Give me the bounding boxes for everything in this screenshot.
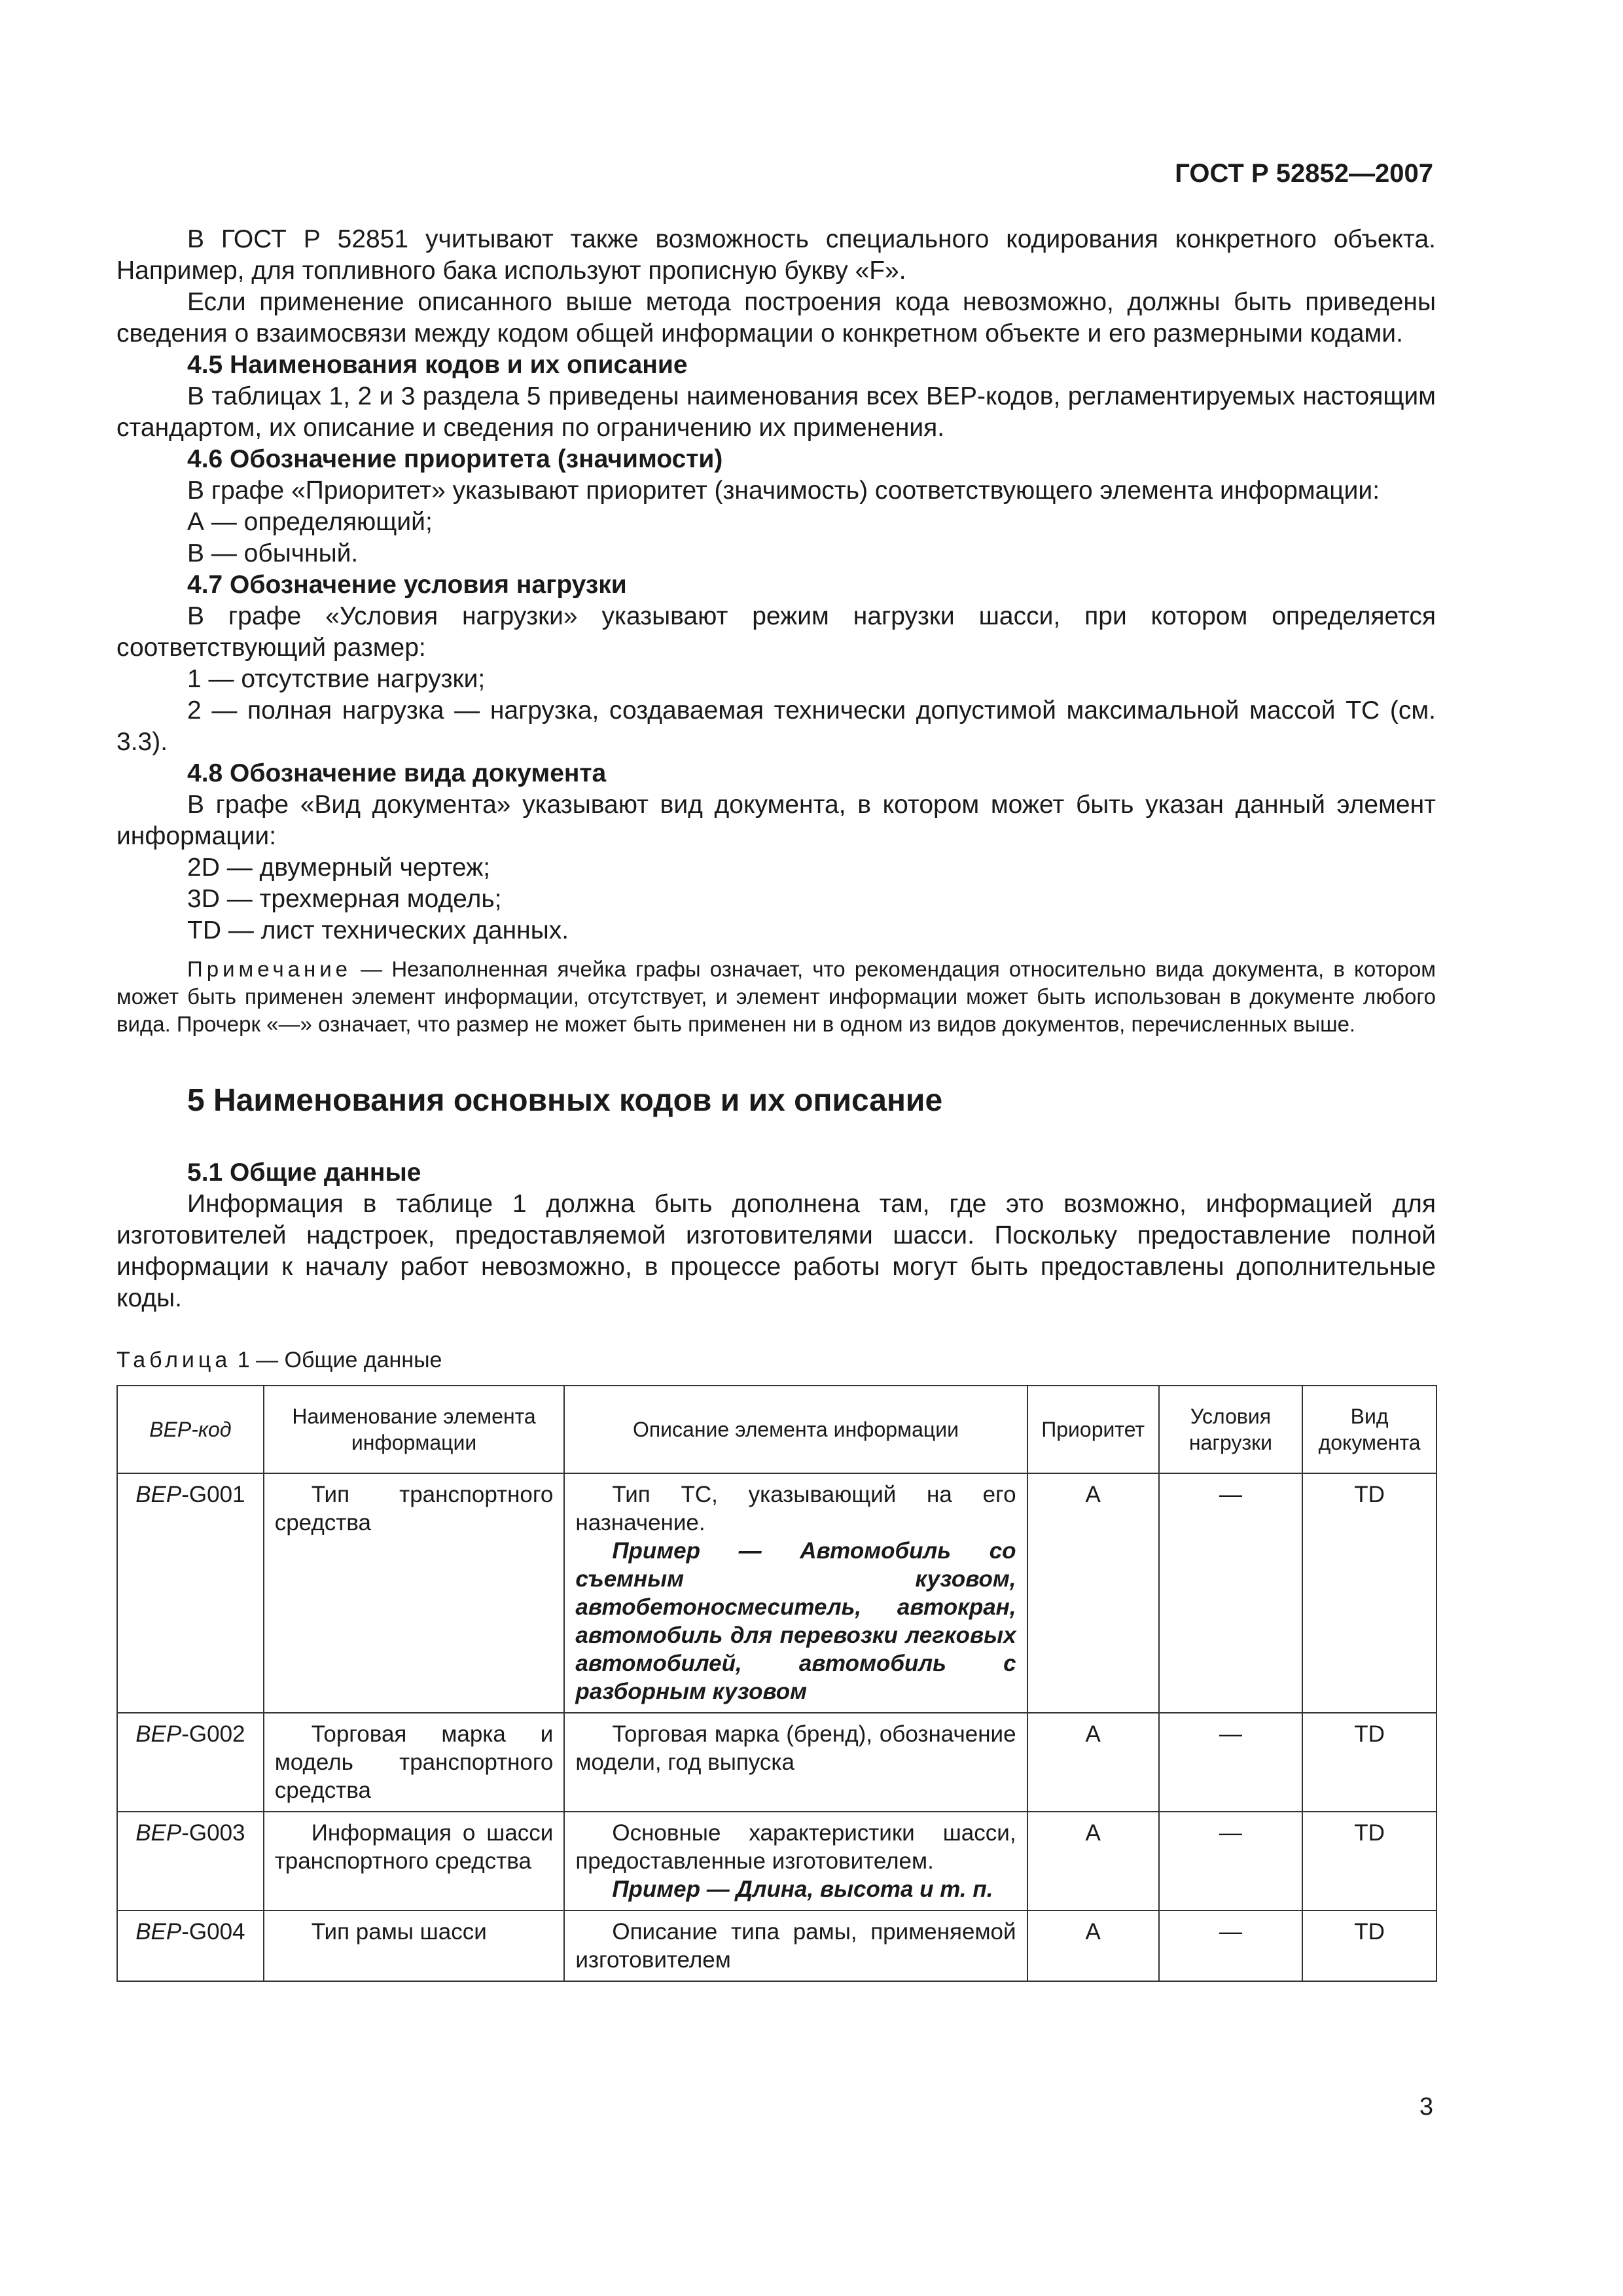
table-row	[117, 1713, 1436, 1812]
section-heading-4-8: 4.8 Обозначение вида документа	[187, 759, 607, 787]
page-body	[116, 224, 1436, 1982]
column-header-load-conditions: Условия нагрузки	[1159, 1386, 1302, 1473]
cell-name: Торговая марка и модель транспортного средства	[264, 1713, 565, 1812]
document-id-header: ГОСТ Р 52852—2007	[1175, 159, 1433, 188]
paragraph: Если применение описанного выше метода построения кода невозможно, должны быть приведены сведения о взаимосвязи между кодом общей информации о конкретном объекте и его размерными кодами.	[116, 288, 1436, 348]
cell-code: BEP-G001	[117, 1473, 264, 1713]
cell-load: —	[1159, 1812, 1302, 1910]
section-heading-5-1: 5.1 Общие данные	[187, 1158, 421, 1187]
cell-code: BEP-G004	[117, 1910, 264, 1981]
column-header-description: Описание элемента информации	[564, 1386, 1027, 1473]
cell-name: Тип транспортного средства	[264, 1473, 565, 1713]
cell-priority: А	[1027, 1910, 1159, 1981]
note-text: — Незаполненная ячейка графы означает, что рекомендация относительно вида документа, в котором может быть применен элемент информации, отсутствует, и элемент информации может быть использован в документе любого вида. Прочерк «—» означает, что размер не может быть применен ни в одном из видов документов, перечисленных выше.	[116, 957, 1436, 1036]
cell-priority: А	[1027, 1812, 1159, 1910]
list-item: 3D — трехмерная модель;	[187, 885, 502, 913]
column-header-document-type: Вид документа	[1302, 1386, 1436, 1473]
cell-doc: TD	[1302, 1812, 1436, 1910]
cell-load: —	[1159, 1713, 1302, 1812]
cell-load: —	[1159, 1910, 1302, 1981]
paragraph: В графе «Приоритет» указывают приоритет (значимость) соответствующего элемента информации:	[187, 476, 1380, 505]
list-item: 2 — полная нагрузка — нагрузка, создаваемая технически допустимой максимальной массой ТС (см. 3.3).	[116, 696, 1436, 756]
note	[116, 956, 1436, 1038]
cell-priority: А	[1027, 1473, 1159, 1713]
table-caption	[116, 1346, 1436, 1374]
list-item: А — определяющий;	[187, 508, 433, 536]
table-caption-title: 1 — Общие данные	[231, 1348, 442, 1372]
cell-name: Информация о шасси транспортного средства	[264, 1812, 565, 1910]
cell-doc: TD	[1302, 1473, 1436, 1713]
section-heading-4-7: 4.7 Обозначение условия нагрузки	[187, 571, 627, 599]
cell-load: —	[1159, 1473, 1302, 1713]
page-number: 3	[1419, 2093, 1433, 2121]
table-row	[117, 1473, 1436, 1713]
cell-code: BEP-G003	[117, 1812, 264, 1910]
table-header-row	[117, 1386, 1436, 1473]
paragraph: В таблицах 1, 2 и 3 раздела 5 приведены наименования всех BEP-кодов, регламентируемых настоящим стандартом, их описание и сведения по ограничению их применения.	[116, 382, 1436, 442]
list-item: 2D — двумерный чертеж;	[187, 853, 491, 882]
column-header-priority: Приоритет	[1027, 1386, 1159, 1473]
column-header-code: BEP-код	[117, 1386, 264, 1473]
section-heading-4-6: 4.6 Обозначение приоритета (значимости)	[187, 445, 723, 473]
paragraph: В ГОСТ Р 52851 учитывают также возможность специального кодирования конкретного объекта. Например, для топливного бака используют прописную букву «F».	[116, 225, 1436, 285]
cell-description: Описание типа рамы, применяемой изготовителем	[564, 1910, 1027, 1981]
cell-description: Торговая марка (бренд), обозначение модели, год выпуска	[564, 1713, 1027, 1812]
column-header-name: Наименование элемента информации	[264, 1386, 565, 1473]
cell-doc: TD	[1302, 1713, 1436, 1812]
cell-description: Основные характеристики шасси, предоставленные изготовителем. Пример — Длина, высота и т. п.	[564, 1812, 1027, 1910]
note-label: Примечание	[187, 957, 352, 981]
list-item: В — обычный.	[187, 539, 359, 567]
cell-doc: TD	[1302, 1910, 1436, 1981]
cell-priority: А	[1027, 1713, 1159, 1812]
cell-example: Пример — Длина, высота и т. п.	[612, 1876, 993, 1902]
cell-code: BEP-G002	[117, 1713, 264, 1812]
cell-description: Тип ТС, указывающий на его назначение. Пример — Автомобиль со съемным кузовом, автобетоносмеситель, автокран, автомобиль для перевозки легковых автомобилей, автомобиль с разборным кузовом	[564, 1473, 1027, 1713]
general-data-table	[116, 1385, 1437, 1982]
paragraph: В графе «Условия нагрузки» указывают режим нагрузки шасси, при котором определяется соответствующий размер:	[116, 602, 1436, 662]
table-row	[117, 1812, 1436, 1910]
paragraph: В графе «Вид документа» указывают вид документа, в котором может быть указан данный элемент информации:	[116, 791, 1436, 850]
list-item: TD — лист технических данных.	[187, 916, 569, 944]
cell-example: Пример — Автомобиль со съемным кузовом, автобетоносмеситель, автокран, автомобиль для перевозки легковых автомобилей, автомобиль с разборным кузовом	[575, 1538, 1016, 1704]
cell-name: Тип рамы шасси	[264, 1910, 565, 1981]
table-caption-label: Таблица	[116, 1348, 232, 1372]
list-item: 1 — отсутствие нагрузки;	[187, 665, 486, 693]
paragraph: Информация в таблице 1 должна быть дополнена там, где это возможно, информацией для изготовителей надстроек, предоставляемой изготовителями шасси. Поскольку предоставление полной информации к началу работ невозможно, в процессе работы могут быть предоставлены дополнительные коды.	[116, 1190, 1436, 1312]
table-row	[117, 1910, 1436, 1981]
section-heading-5: 5 Наименования основных кодов и их описание	[187, 1083, 943, 1118]
section-heading-4-5: 4.5 Наименования кодов и их описание	[187, 351, 688, 379]
